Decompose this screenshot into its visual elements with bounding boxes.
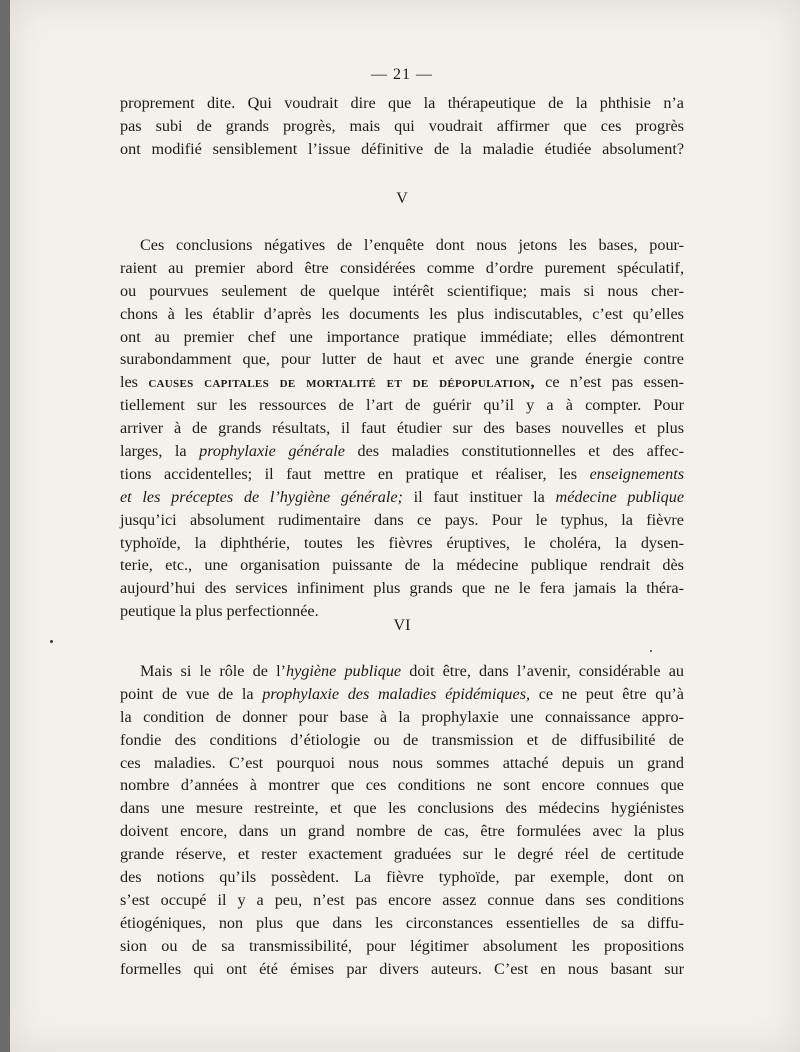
text-run: ce ne peut être qu’à — [538, 684, 684, 703]
emphasis-italic: prophylaxie des maladies épidémiques, — [262, 684, 531, 703]
text-line: jusqu’ici absolument rudimentaire dans ce pays. Pour le typhus, la fièvre — [120, 510, 684, 529]
emphasis-italic: médecine publique — [555, 487, 685, 506]
text-line: étiogéniques, non plus que dans les circonstances essentielles de sa diffu- — [120, 913, 684, 932]
emphasis-italic: hygiène publique — [285, 662, 402, 680]
section-heading-vi: VI — [393, 617, 411, 634]
page-number: — 21 — — [371, 66, 433, 83]
text-line: formelles qui ont été émises par divers auteurs. C’est en nous basant sur — [120, 959, 684, 978]
ink-speck — [650, 650, 652, 652]
text-line: surabondamment que, pour lutter de haut et avec une grande énergie contre — [120, 350, 684, 369]
emphasis-bold: causes capitales de mortalité et de dépopulation, — [148, 373, 535, 392]
text-line: peutique la plus perfectionnée. — [120, 602, 319, 621]
text-run: les — [120, 373, 138, 392]
text-line: la condition de donner pour base à la prophylaxie une connaissance appro- — [120, 707, 684, 726]
text-line: proprement dite. Qui voudrait dire que la thérapeutique de la phthisie n’a — [120, 94, 684, 112]
text-line: ont modifié sensiblement l’issue définitive de la maladie étudiée absolument? — [120, 139, 684, 158]
text-line — [120, 463, 684, 486]
emphasis-italic: enseignements — [589, 464, 684, 483]
text-line: typhoïde, la diphthérie, toutes les fièvres éruptives, le choléra, la dysen- — [120, 533, 684, 552]
text-line: terie, etc., une organisation puissante de la médecine publique rendrait dès — [120, 556, 684, 575]
paragraph-1 — [120, 92, 684, 161]
text-line: sion ou de sa transmissibilité, pour légitimer absolument les propositions — [120, 936, 684, 955]
text-line: ont au premier chef une importance pratique immédiate; elles démontrent — [120, 327, 684, 346]
paragraph-3 — [120, 660, 684, 980]
text-line: s’est occupé il y a peu, n’est pas encore assez connue dans ses conditions — [120, 890, 684, 909]
ink-speck — [50, 640, 53, 643]
text-run: tions accidentelles; il faut mettre en pratique et réaliser, les — [120, 464, 578, 483]
text-line — [120, 660, 684, 683]
text-line: grande réserve, et rester exactement graduées sur le degré réel de certitude — [120, 845, 684, 864]
text-line — [120, 683, 684, 706]
text-run: doit être, dans l’avenir, considérable au — [409, 662, 685, 680]
text-line: chons à les établir d’après les documents les plus indiscutables, c’est qu’elles — [120, 304, 684, 323]
text-line: doivent encore, dans un grand nombre de cas, être formulées avec la plus — [120, 822, 684, 841]
emphasis-italic: et les préceptes de l’hygiène générale; — [120, 487, 403, 506]
text-run: larges, la — [120, 442, 187, 461]
text-line: des notions qu’ils possèdent. La fièvre typhoïde, par exemple, dont on — [120, 868, 684, 887]
text-line — [120, 486, 684, 509]
text-line: dans une mesure restreinte, et que les conclusions des médecins hygiénistes — [120, 799, 684, 818]
text-run: il faut instituer la — [413, 487, 545, 506]
text-line: tiellement sur les ressources de l’art de guérir qu’il y a à compter. Pour — [120, 396, 684, 415]
text-run: des maladies constitutionnelles et des affec- — [357, 442, 685, 461]
text-line: aujourd’hui des services infiniment plus grands que ne le fera jamais la théra- — [120, 579, 684, 598]
text-line: fondie des conditions d’étiologie ou de transmission et de diffusibilité de — [120, 730, 684, 749]
text-line — [120, 440, 684, 463]
text-run: ce n’est pas essen- — [545, 373, 685, 392]
text-line: Ces conclusions négatives de l’enquête dont nous jetons les bases, pour- — [140, 236, 684, 254]
text-line: nombre d’années à montrer que ces conditions ne sont encore connues que — [120, 776, 684, 795]
text-run: point de vue de la — [120, 684, 254, 703]
paragraph-2 — [120, 234, 684, 623]
emphasis-italic: prophylaxie générale — [199, 442, 345, 461]
book-page — [10, 0, 800, 1052]
text-line: ces maladies. C’est pourquoi nous nous sommes attaché depuis un grand — [120, 753, 684, 772]
section-heading-v: V — [396, 190, 408, 207]
text-line: pas subi de grands progrès, mais qui voudrait affirmer que ces progrès — [120, 116, 684, 135]
text-line — [120, 371, 684, 394]
text-line: ou pourvues seulement de quelque intérêt scientifique; mais si nous cher- — [120, 281, 684, 300]
text-run: Mais si le rôle de l’ — [140, 662, 286, 680]
text-line: arriver à de grands résultats, il faut étudier sur des bases nouvelles et plus — [120, 419, 684, 438]
text-line: raient au premier abord être considérées comme d’ordre purement spéculatif, — [120, 258, 684, 277]
